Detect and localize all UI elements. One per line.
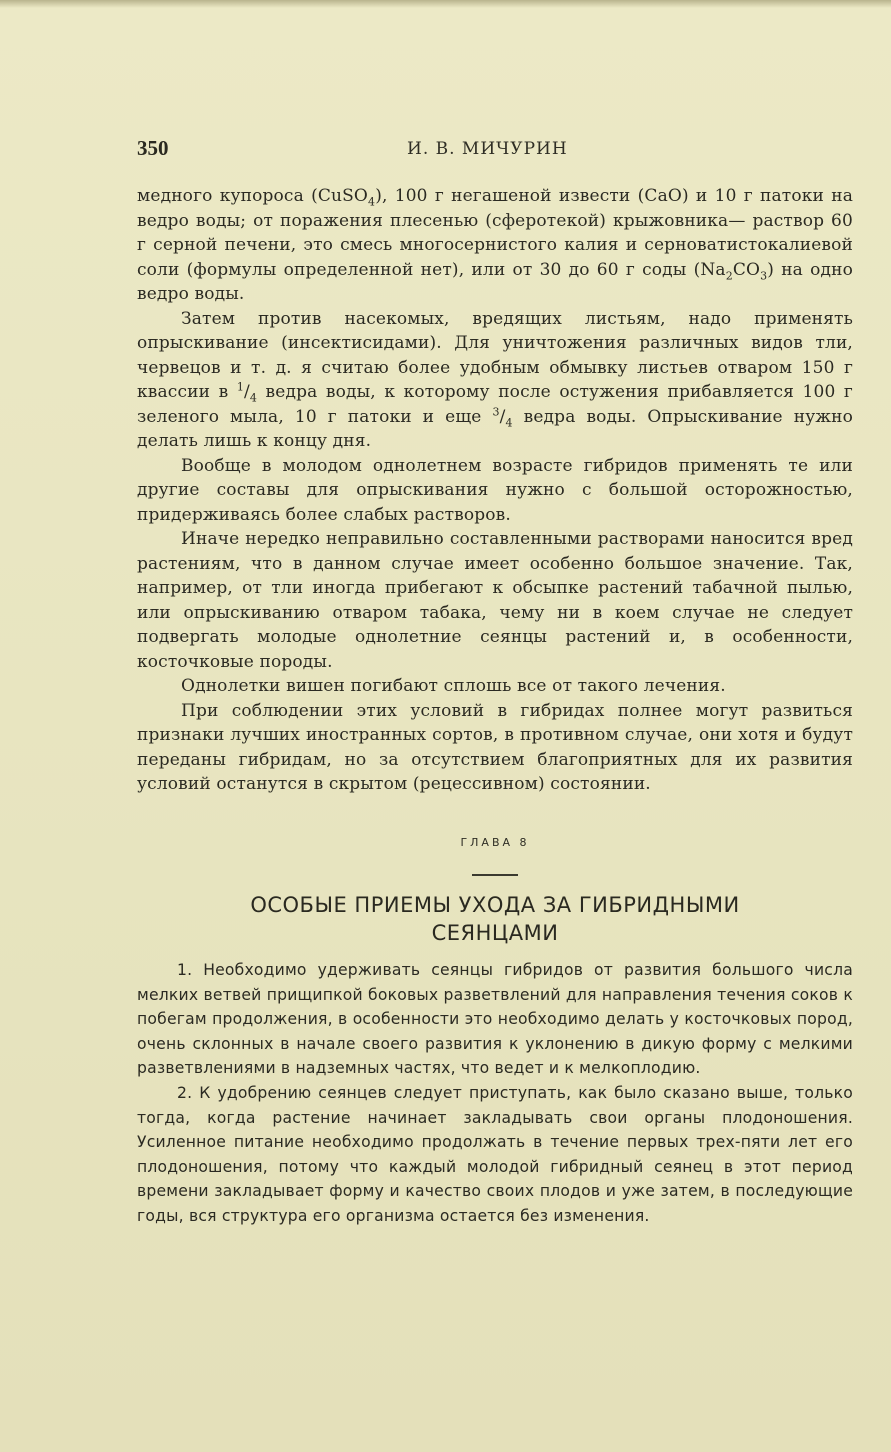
page-number: 350 <box>137 136 169 160</box>
fraction-numerator: 1 <box>236 380 244 394</box>
text-run: медного купороса (CuSO <box>137 186 369 206</box>
paragraph-caution: Вообще в молодом однолетнем возрасте гибридов применять те или другие составы для опрыскивания нужно с большой осторожностью, придерживаясь более слабых растворов. <box>137 455 853 525</box>
subscript: 3 <box>760 268 768 282</box>
running-head: И. В. МИЧУРИН <box>407 139 568 159</box>
paragraph-conditions: При соблюдении этих условий в гибридах полнее могут развиться признаки лучших иностранных сортов, в противном случае, они хотя и будут переданы гибридам, но за отсутствием благоприятных для их развития условий останутся в скрытом (рецессивном) состоянии. <box>137 700 853 794</box>
paragraph-insecticides <box>137 307 853 454</box>
paragraph-cherries: Однолетки вишен погибают сплошь все от такого лечения. <box>181 676 726 696</box>
text-run: ), 100 г негашеной извести (CaO) и 10 г патоки на ведро воды; от поражения плесенью (сферотекой) крыжовника— раствор 60 г серной печени, это смесь многосернистого калия и серноватистокалиевой соли (формулы определенной нет), или от 30 до 60 г соды (Na <box>137 186 853 280</box>
chapter-title-line-1: ОСОБЫЕ ПРИЕМЫ УХОДА ЗА ГИБРИДНЫМИ <box>250 893 740 917</box>
subscript: 4 <box>368 195 376 209</box>
fraction-denominator: 4 <box>505 415 513 429</box>
text-run: Затем против насекомых, вредящих листьям, надо применять опрыскивание (инсектисидами). Для уничтожения различных видов тли, червецов и т. д. я считаю более удобным обмывку листьев отваром 150 г квассии в <box>137 308 853 402</box>
paragraph-item-1: 1. Необходимо удерживать сеянцы гибридов от развития большого числа мелких ветвей прищипкой боковых разветвлений для направления течения соков к побегам продолжения, в особенности это необходимо делать у косточковых пород, очень склонных в начале своего развития к уклонению в дикую форму с мелкими разветвлениями в надземных частях, что ведет и к мелкоплодию. <box>137 961 853 1078</box>
body-text-section-1 <box>137 184 853 797</box>
fraction-denominator: 4 <box>249 391 258 405</box>
text-run: ведра воды, к которому после остужения прибавляется 100 г зеленого мыла, 10 г патоки и еще <box>137 382 853 427</box>
page-header <box>137 136 853 168</box>
paragraph-item-2: 2. К удобрению сеянцев следует приступать, как было сказано выше, только тогда, когда растение начинает закладывать свои органы плодоношения. Усиленное питание необходимо продолжать в течение первых трех-пяти лет его плодоношения, потому что каждый молодой гибридный сеянец в этот период времени закладывает форму и качество своих плодов и уже затем, в последующие годы, вся структура его организма остается без изменения. <box>137 1083 853 1225</box>
chapter-heading <box>137 836 853 947</box>
chapter-divider <box>472 874 518 876</box>
paragraph-continued <box>137 184 853 307</box>
paragraph-harm: Иначе нередко неправильно составленными растворами наносится вред растениям, что в данном случае имеет особенно большое значение. Так, например, от тли иногда прибегают к обсыпке растений табачной пылью, или опрыскиванию отваром табака, чему ни в коем случае не следует подвергать молодые однолетние сеянцы растений и, в особенности, косточковые породы. <box>137 529 853 672</box>
subscript: 2 <box>725 268 733 282</box>
text-run: CO <box>732 259 761 280</box>
fraction-one-quarter: $^1/_4$ <box>236 380 258 405</box>
fraction-numerator: 3 <box>492 404 500 418</box>
text-run: ведра воды. Опрыскивание нужно делать лишь к концу дня. <box>137 406 854 451</box>
page-top-edge <box>0 0 891 8</box>
fraction-three-quarters: $^3/_4$ <box>492 404 513 429</box>
chapter-title-line-2: СЕЯНЦАМИ <box>431 921 559 945</box>
chapter-title <box>137 891 853 947</box>
body-text-section-2 <box>137 958 853 1229</box>
chapter-label: ГЛАВА 8 <box>460 836 530 849</box>
text-run: ) на одно ведро воды. <box>137 259 853 304</box>
